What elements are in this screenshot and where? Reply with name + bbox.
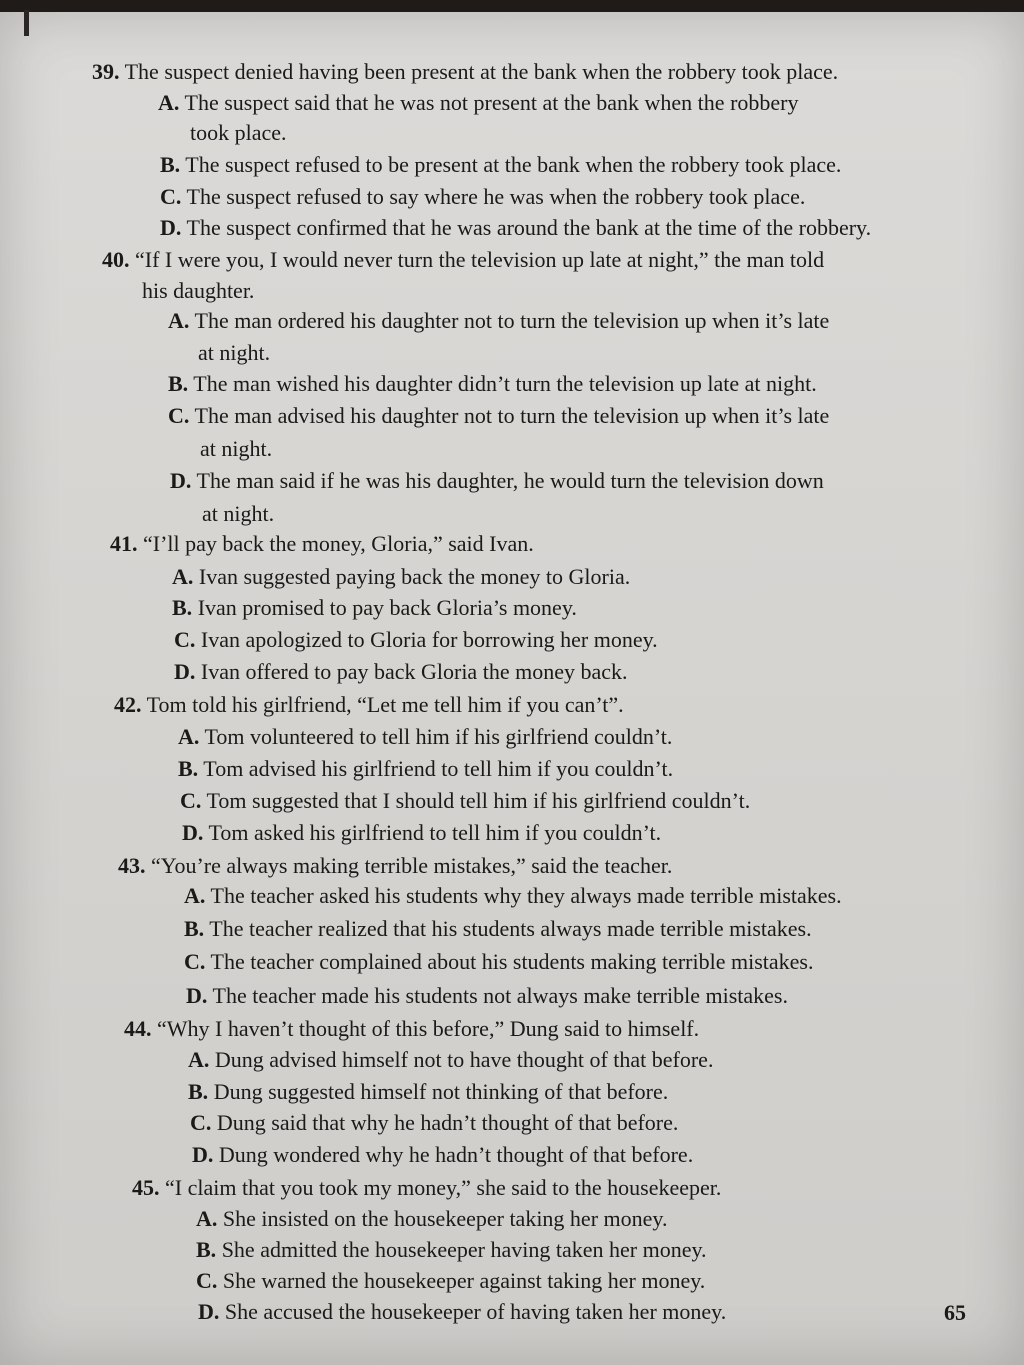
option-44-c[interactable] xyxy=(190,1107,678,1139)
option-letter: D. xyxy=(192,1142,214,1167)
question-44 xyxy=(124,1013,699,1045)
option-text: Dung suggested himself not thinking of that before. xyxy=(213,1079,669,1104)
option-letter: B. xyxy=(172,595,193,620)
option-letter: A. xyxy=(178,724,200,749)
option-41-b[interactable] xyxy=(172,592,577,624)
option-text: The teacher made his students not always make terrible mistakes. xyxy=(212,983,788,1008)
option-44-a[interactable] xyxy=(188,1044,713,1076)
option-letter: B. xyxy=(178,756,199,781)
question-stem: “If I were you, I would never turn the television up late at night,” the man told xyxy=(135,247,825,272)
option-40-c-continuation: at night. xyxy=(200,436,273,461)
option-text: Tom suggested that I should tell him if his girlfriend couldn’t. xyxy=(206,788,751,813)
option-41-d[interactable] xyxy=(174,656,627,688)
option-letter: D. xyxy=(182,820,204,845)
option-43-b[interactable] xyxy=(184,913,812,945)
option-letter: D. xyxy=(174,659,196,684)
option-text: Tom asked his girlfriend to tell him if you couldn’t. xyxy=(208,820,662,845)
option-letter: B. xyxy=(168,371,189,396)
option-letter: B. xyxy=(188,1079,209,1104)
option-text: Ivan suggested paying back the money to Gloria. xyxy=(198,564,631,589)
option-text: Ivan offered to pay back Gloria the money back. xyxy=(200,659,628,684)
question-40 xyxy=(102,244,824,276)
option-text: The teacher asked his students why they always made terrible mistakes. xyxy=(210,883,842,908)
option-text: The suspect said that he was not present at the bank when the robbery xyxy=(184,90,799,115)
option-text: She accused the housekeeper of having taken her money. xyxy=(224,1299,727,1324)
option-39-b[interactable] xyxy=(160,149,841,181)
question-number: 44. xyxy=(124,1016,152,1041)
option-letter: B. xyxy=(160,152,181,177)
option-text: Dung wondered why he hadn’t thought of that before. xyxy=(218,1142,694,1167)
option-39-c[interactable] xyxy=(160,181,805,213)
question-stem: Tom told his girlfriend, “Let me tell him if you can’t”. xyxy=(146,692,624,717)
question-number: 43. xyxy=(118,853,146,878)
option-42-d[interactable] xyxy=(182,817,661,849)
option-40-a-continuation: at night. xyxy=(198,340,271,365)
option-43-a[interactable] xyxy=(184,880,842,912)
option-text: She admitted the housekeeper having taken her money. xyxy=(221,1237,707,1262)
question-number: 41. xyxy=(110,531,138,556)
option-letter: D. xyxy=(198,1299,220,1324)
option-letter: A. xyxy=(196,1206,218,1231)
option-45-c[interactable] xyxy=(196,1265,705,1297)
option-letter: B. xyxy=(196,1237,217,1262)
option-text: The teacher realized that his students always made terrible mistakes. xyxy=(209,916,812,941)
option-text: The suspect confirmed that he was around the bank at the time of the robbery. xyxy=(186,215,872,240)
option-letter: C. xyxy=(184,949,206,974)
option-45-d[interactable] xyxy=(198,1296,726,1328)
option-text: The man advised his daughter not to turn the television up when it’s late xyxy=(194,403,830,428)
option-text: The man wished his daughter didn’t turn the television up late at night. xyxy=(193,371,817,396)
option-letter: C. xyxy=(196,1268,218,1293)
option-letter: A. xyxy=(184,883,206,908)
option-letter: A. xyxy=(172,564,194,589)
page-number: 65 xyxy=(944,1300,966,1325)
question-41 xyxy=(110,528,534,560)
option-40-a[interactable] xyxy=(168,305,829,337)
option-letter: C. xyxy=(160,184,182,209)
option-letter: D. xyxy=(160,215,182,240)
question-43 xyxy=(118,850,672,882)
option-letter: C. xyxy=(180,788,202,813)
option-42-c[interactable] xyxy=(180,785,750,817)
question-number: 40. xyxy=(102,247,130,272)
option-44-d[interactable] xyxy=(192,1139,693,1171)
question-number: 42. xyxy=(114,692,142,717)
option-text: Tom advised his girlfriend to tell him if you couldn’t. xyxy=(203,756,674,781)
option-text: The man said if he was his daughter, he would turn the television down xyxy=(196,468,824,493)
option-43-c[interactable] xyxy=(184,946,814,978)
option-text: She warned the housekeeper against taking her money. xyxy=(222,1268,706,1293)
option-44-b[interactable] xyxy=(188,1076,668,1108)
option-40-b[interactable] xyxy=(168,368,817,400)
option-43-d[interactable] xyxy=(186,980,788,1012)
question-42 xyxy=(114,689,624,721)
option-text: The teacher complained about his students making terrible mistakes. xyxy=(210,949,814,974)
option-letter: C. xyxy=(190,1110,212,1135)
option-40-c[interactable] xyxy=(168,400,829,432)
option-letter: C. xyxy=(174,627,196,652)
question-stem: “I’ll pay back the money, Gloria,” said Ivan. xyxy=(143,531,534,556)
option-42-b[interactable] xyxy=(178,753,673,785)
option-41-a[interactable] xyxy=(172,561,630,593)
option-text: Dung advised himself not to have thought of that before. xyxy=(214,1047,714,1072)
option-text: The suspect refused to be present at the bank when the robbery took place. xyxy=(185,152,842,177)
option-45-b[interactable] xyxy=(196,1234,707,1266)
option-40-d-continuation: at night. xyxy=(202,501,275,526)
question-40-continuation: his daughter. xyxy=(142,278,255,303)
option-letter: D. xyxy=(186,983,208,1008)
question-number: 39. xyxy=(92,59,120,84)
option-42-a[interactable] xyxy=(178,721,672,753)
option-text: She insisted on the housekeeper taking her money. xyxy=(222,1206,668,1231)
option-letter: B. xyxy=(184,916,205,941)
question-39 xyxy=(92,56,838,88)
option-40-d[interactable] xyxy=(170,465,824,497)
option-letter: A. xyxy=(188,1047,210,1072)
option-text: Tom volunteered to tell him if his girlfriend couldn’t. xyxy=(204,724,673,749)
option-39-a[interactable] xyxy=(158,87,798,119)
option-letter: D. xyxy=(170,468,192,493)
question-stem: “I claim that you took my money,” she said to the housekeeper. xyxy=(165,1175,722,1200)
question-number: 45. xyxy=(132,1175,160,1200)
option-text: The man ordered his daughter not to turn the television up when it’s late xyxy=(194,308,830,333)
option-text: Dung said that why he hadn’t thought of that before. xyxy=(216,1110,679,1135)
option-39-a-continuation: took place. xyxy=(190,120,287,145)
option-letter: C. xyxy=(168,403,190,428)
option-45-a[interactable] xyxy=(196,1203,667,1235)
option-text: Ivan apologized to Gloria for borrowing her money. xyxy=(200,627,658,652)
option-41-c[interactable] xyxy=(174,624,658,656)
option-39-d[interactable] xyxy=(160,212,871,244)
question-45 xyxy=(132,1172,721,1204)
question-stem: “Why I haven’t thought of this before,” Dung said to himself. xyxy=(157,1016,700,1041)
question-stem: “You’re always making terrible mistakes,” said the teacher. xyxy=(151,853,673,878)
option-letter: A. xyxy=(168,308,190,333)
option-text: The suspect refused to say where he was when the robbery took place. xyxy=(186,184,806,209)
question-stem: The suspect denied having been present at the bank when the robbery took place. xyxy=(124,59,839,84)
option-text: Ivan promised to pay back Gloria’s money. xyxy=(197,595,577,620)
option-letter: A. xyxy=(158,90,180,115)
